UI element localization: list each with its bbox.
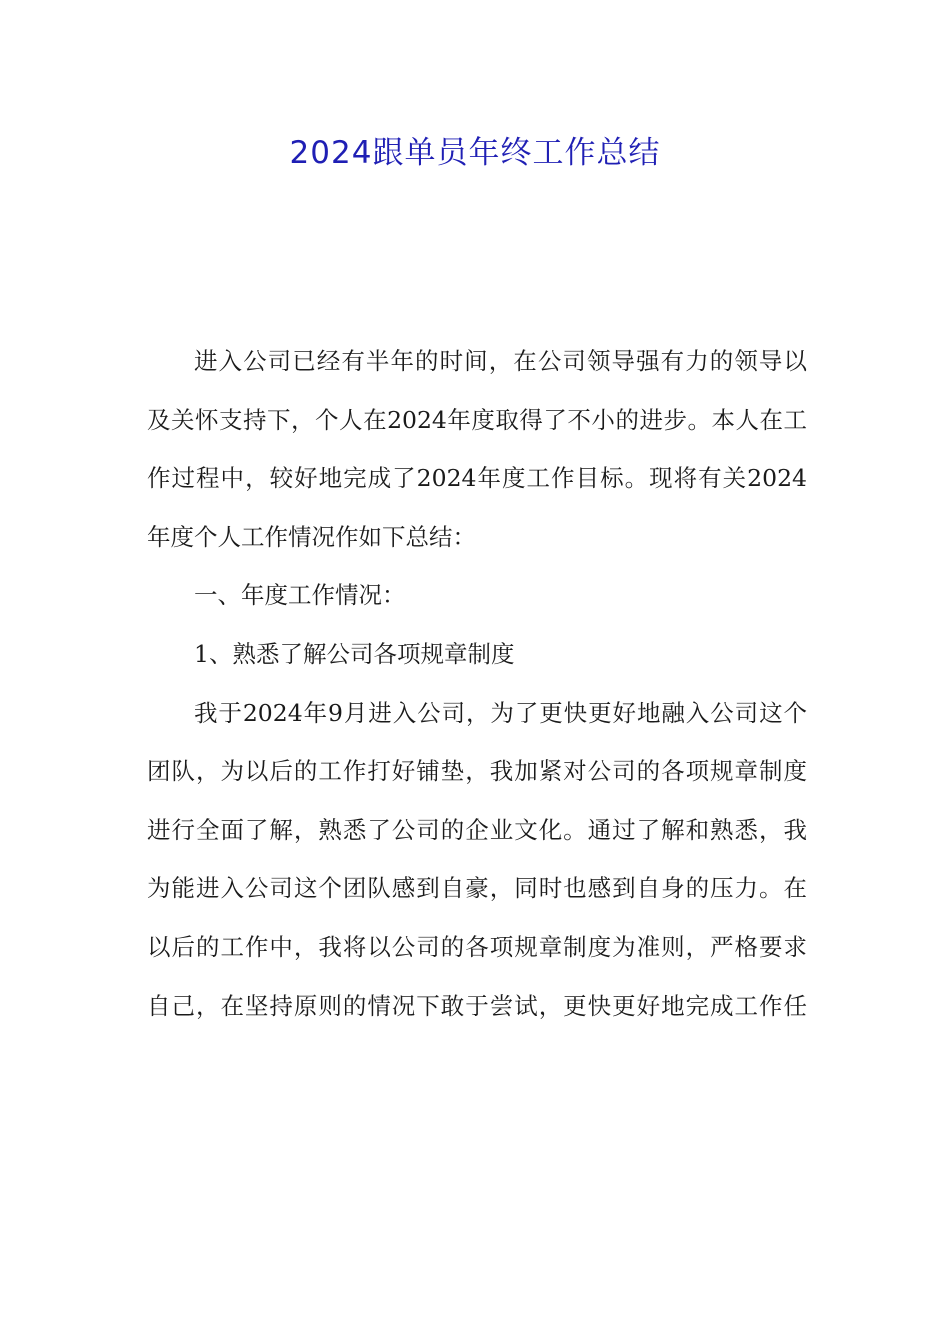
paragraph-line: 年度个人工作情况作如下总结： [147, 522, 476, 551]
paragraph-line: 进入公司已经有半年的时间，在公司领导强有力的领导以 [194, 347, 807, 375]
paragraph-line: 作过程中，较好地完成了2024年度工作目标。现将有关2024 [147, 464, 807, 493]
paragraph-line: 我于2024年9月进入公司，为了更快更好地融入公司这个 [194, 698, 807, 727]
paragraph-line: 自己，在坚持原则的情况下敢于尝试，更快更好地完成工作任 [147, 991, 807, 1020]
document-title: 2024跟单员年终工作总结 [289, 135, 661, 171]
paragraph-line: 团队，为以后的工作打好铺垫，我加紧对公司的各项规章制度 [147, 757, 807, 786]
paragraph-line: 进行全面了解，熟悉了公司的企业文化。通过了解和熟悉，我 [147, 815, 807, 844]
paragraph-line: 为能进入公司这个团队感到自豪，同时也感到自身的压力。在 [147, 874, 807, 903]
paragraph-line: 及关怀支持下，个人在2024年度取得了不小的进步。本人在工 [147, 405, 807, 434]
section-heading: 一、年度工作情况： [194, 581, 406, 610]
subsection-heading: 1、熟悉了解公司各项规章制度 [194, 639, 515, 668]
paragraph-line: 以后的工作中，我将以公司的各项规章制度为准则，严格要求 [147, 932, 807, 961]
document-body [147, 332, 807, 1035]
